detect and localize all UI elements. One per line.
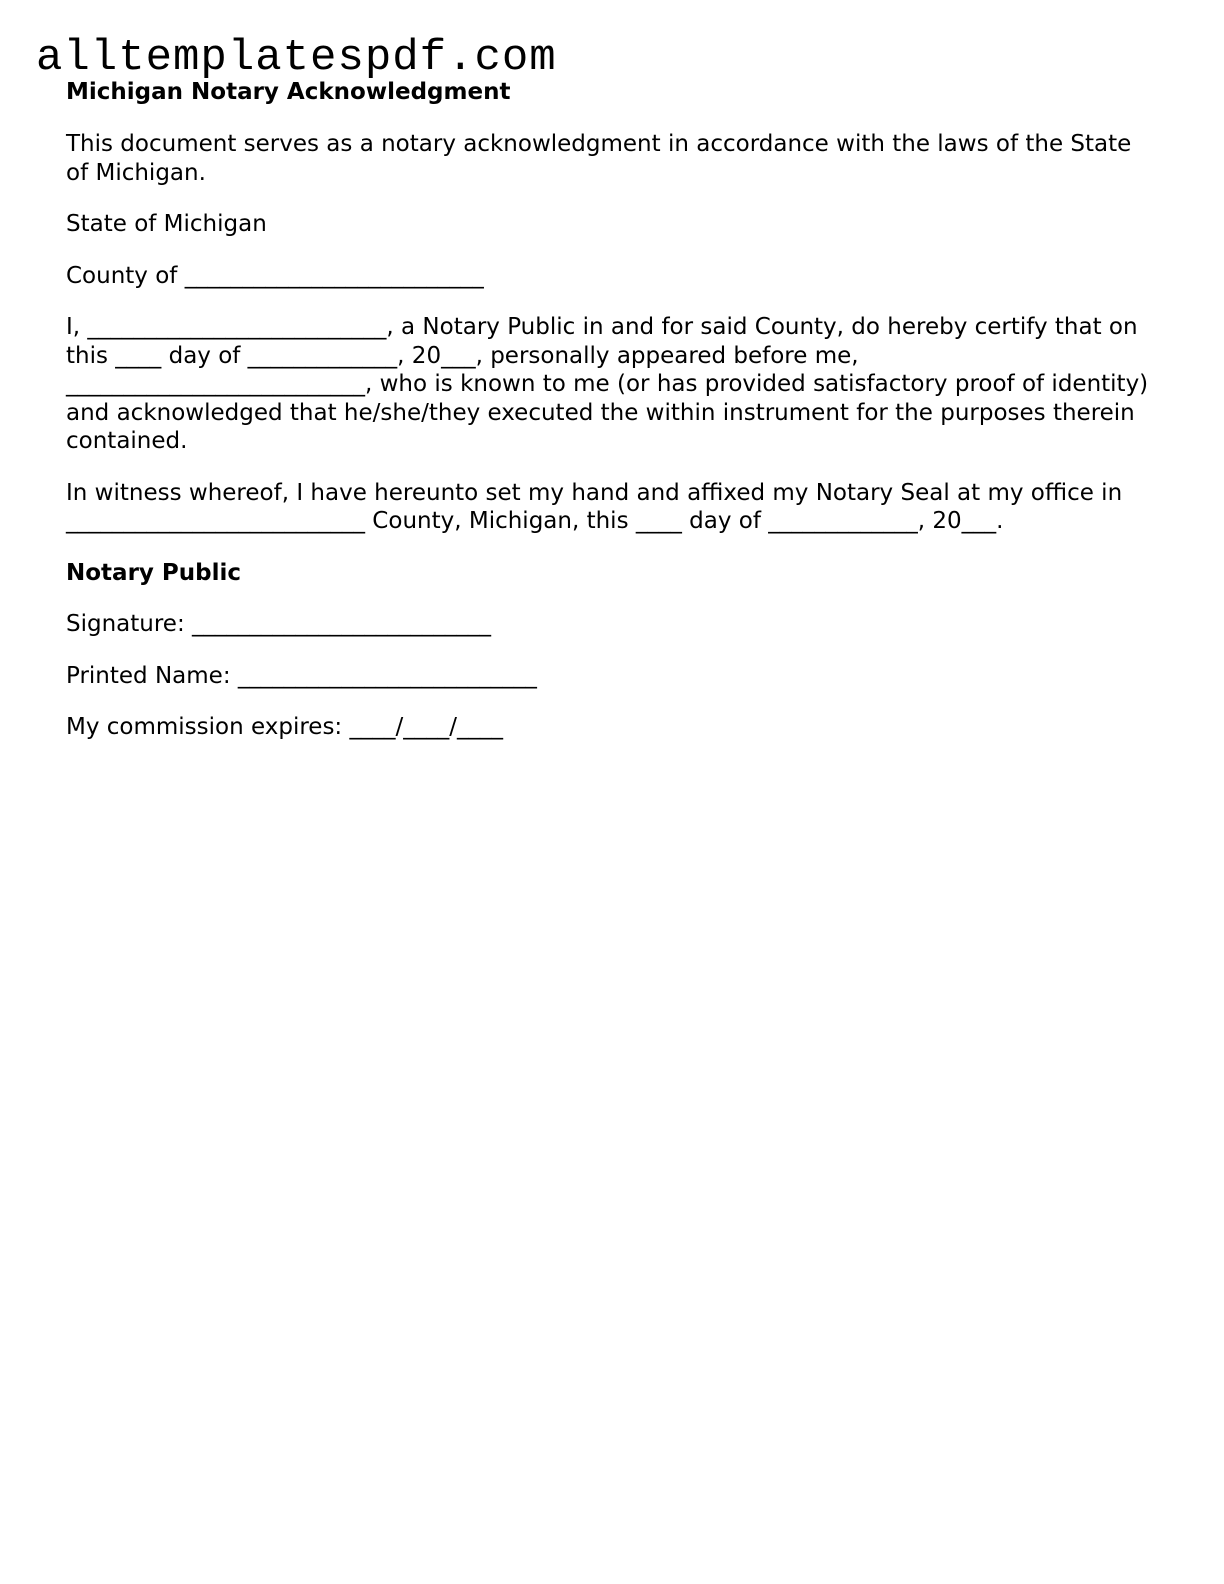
intro-paragraph: This document serves as a notary acknowledgment in accordance with the laws of the State of Michigan.: [66, 131, 1132, 186]
signature-line: Signature: __________________________: [66, 611, 492, 637]
document-title: Michigan Notary Acknowledgment: [66, 79, 511, 105]
notary-heading: Notary Public: [66, 559, 242, 586]
watermark-text: alltemplatespdf.com: [36, 33, 557, 83]
printed-name-line: Printed Name: __________________________: [66, 662, 537, 689]
document-page: [66, 78, 1156, 765]
county-line: County of __________________________: [66, 262, 484, 289]
commission-expires-line: My commission expires: ____/____/____: [66, 714, 503, 740]
state-line: State of Michigan: [66, 211, 267, 237]
certification-paragraph: I, __________________________, a Notary Public in and for said County, do hereby certify that on this ____ day of _____________, 20___, personally appeared before me, __________________________, who is known to me (or has provided satisfactory proof of identity) and acknowledged that he/she/they executed the within instrument for the purposes therein contained.: [66, 314, 1149, 454]
witness-paragraph: In witness whereof, I have hereunto set my hand and affixed my Notary Seal at my office in __________________________ County, Michigan, this ____ day of _____________, 20___.: [66, 479, 1123, 534]
